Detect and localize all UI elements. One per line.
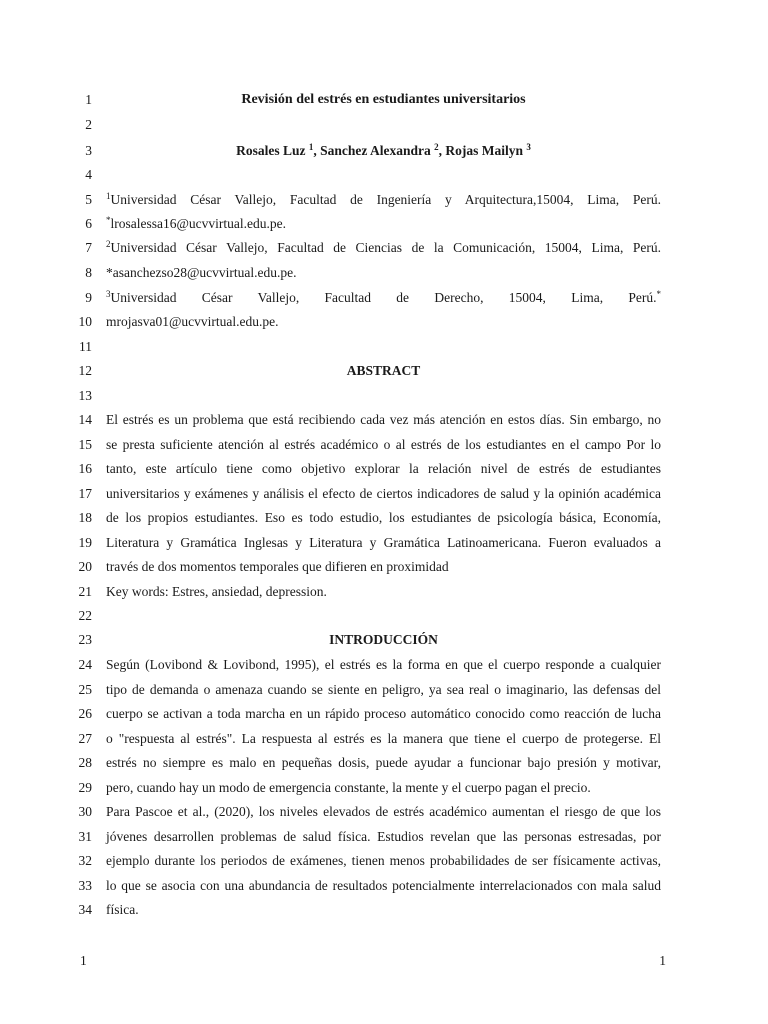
manuscript-line — [0, 286, 768, 310]
line-number: 8 — [85, 265, 92, 280]
affiliation: $^3$Universidad César Vallejo, Facultad de Derecho, 15004, Lima, Perú.* — [106, 289, 661, 305]
line-number: 19 — [78, 535, 92, 550]
abstract-heading: ABSTRACT — [346, 363, 421, 378]
introduction-heading: INTRODUCCIÓN — [329, 632, 438, 647]
line-number: 9 — [85, 290, 92, 305]
manuscript-line — [0, 604, 768, 628]
line-number: 31 — [78, 829, 92, 844]
introduction-text-line: Según (Lovibond & Lovibond, 1995), el estrés es la forma en que el cuerpo responde a cualquier — [106, 657, 661, 672]
abstract-text-line: través de dos momentos temporales que difieren en proximidad — [106, 559, 449, 574]
manuscript-line — [0, 457, 768, 481]
line-number: 25 — [78, 682, 92, 697]
manuscript-line — [0, 212, 768, 236]
introduction-text-line: lo que se asocia con una abundancia de resultados potencialmente interrelacionados con mala salud — [106, 878, 661, 893]
manuscript-line — [0, 628, 768, 652]
introduction-text-line: cuerpo se activan a toda marcha en un rápido proceso automático conocido como reacción de lucha — [106, 706, 661, 721]
manuscript-line — [0, 776, 768, 800]
affiliation-mark: 1 — [106, 191, 111, 201]
manuscript-line — [0, 800, 768, 824]
line-number: 30 — [78, 804, 92, 819]
manuscript-line — [0, 433, 768, 457]
introduction-text-line: ejemplo durante los periodos de exámenes, tienen menos probabilidades de ser físicamente activas, — [106, 853, 661, 868]
manuscript-line — [0, 88, 768, 112]
manuscript-line — [0, 580, 768, 604]
line-number: 5 — [85, 192, 92, 207]
author-affiliation-mark: 3 — [526, 142, 531, 152]
manuscript-line — [0, 310, 768, 334]
corresponding-mark: * — [656, 289, 661, 299]
manuscript-line — [0, 751, 768, 775]
footer-page-number-right: 1 — [659, 953, 666, 968]
line-number: 32 — [78, 853, 92, 868]
abstract-text-line: universitarios y exámenes y análisis el efecto de ciertos indicadores de salud y la opinión académica — [106, 486, 661, 501]
introduction-text-line: tipo de demanda o amenaza cuando se siente en peligro, ya sea real o imaginario, las defensas del — [106, 682, 661, 697]
manuscript-line — [0, 335, 768, 359]
paper-title: Revisión del estrés en estudiantes universitarios — [241, 92, 526, 107]
author-name: , Sanchez Alexandra — [313, 143, 435, 158]
introduction-text-line: física. — [106, 902, 139, 917]
manuscript-line — [0, 874, 768, 898]
manuscript-line — [0, 188, 768, 212]
line-number: 10 — [78, 314, 92, 329]
affiliation-mark: 3 — [106, 289, 111, 299]
author-affiliation-mark: 1 — [308, 142, 314, 152]
affiliation: $^2$Universidad César Vallejo, Facultad de Ciencias de la Comunicación, 15004, Lima, Perú. — [106, 239, 661, 255]
manuscript-line — [0, 506, 768, 530]
line-number: 12 — [78, 363, 92, 378]
abstract-text-line: El estrés es un problema que está recibiendo cada vez más atención en estos días. Sin embargo, no — [106, 412, 661, 427]
author-name: , Rojas Mailyn — [438, 143, 527, 158]
manuscript-line — [0, 261, 768, 285]
affiliation-email: mrojasva01@ucvvirtual.edu.pe. — [106, 314, 279, 329]
line-number: 7 — [85, 240, 92, 255]
abstract-text-line: tanto, este artículo tiene como objetivo explorar la relación nivel de estrés de estudiantes — [106, 461, 661, 476]
author-affiliation-mark: 2 — [434, 142, 439, 152]
introduction-text-line: Para Pascoe et al., (2020), los niveles elevados de estrés académico aumentan el riesgo de que los — [106, 804, 661, 819]
affiliation: $^1$Universidad César Vallejo, Facultad de Ingeniería y Arquitectura,15004, Lima, Perú. — [106, 191, 661, 207]
introduction-text-line: o "respuesta al estrés". La respuesta al estrés es la manera que tiene el cuerpo de protegerse. El — [106, 731, 661, 746]
introduction-text-line: pero, cuando hay un modo de emergencia constante, la mente y el cuerpo pagan el precio. — [106, 780, 591, 795]
line-number: 28 — [78, 755, 92, 770]
line-number: 21 — [78, 584, 92, 599]
manuscript-line — [0, 555, 768, 579]
line-number: 11 — [79, 339, 92, 354]
line-number: 13 — [78, 388, 92, 403]
line-number: 4 — [85, 167, 92, 182]
line-number: 23 — [78, 632, 92, 647]
manuscript-line — [0, 825, 768, 849]
line-number: 26 — [78, 706, 92, 721]
keywords: Key words: Estres, ansiedad, depression. — [106, 584, 327, 599]
line-number: 6 — [85, 216, 92, 231]
footer-page-number-left: 1 — [80, 953, 87, 968]
line-number: 14 — [78, 412, 92, 427]
line-number: 29 — [78, 780, 92, 795]
affiliation-email: *lrosalessa16@ucvvirtual.edu.pe. — [106, 215, 287, 231]
line-number: 15 — [78, 437, 92, 452]
manuscript-line — [0, 482, 768, 506]
manuscript-line — [0, 727, 768, 751]
line-number: 2 — [85, 117, 92, 132]
manuscript-line — [0, 359, 768, 383]
affiliation-mark: 2 — [106, 239, 111, 249]
line-number: 18 — [78, 510, 92, 525]
line-number: 20 — [78, 559, 92, 574]
manuscript-line — [0, 384, 768, 408]
manuscript-line — [0, 678, 768, 702]
abstract-text-line: de los propios estudiantes. Eso es todo estudio, los estudiantes de psicología básica, Economía, — [106, 510, 661, 525]
manuscript-line — [0, 163, 768, 187]
line-number: 22 — [78, 608, 92, 623]
manuscript-line — [0, 849, 768, 873]
manuscript-line — [0, 653, 768, 677]
manuscript-line — [0, 531, 768, 555]
manuscript-line — [0, 898, 768, 922]
corresponding-mark: * — [106, 215, 111, 225]
manuscript-line — [0, 113, 768, 137]
abstract-text-line: se presta suficiente atención al estrés académico o al estrés de los estudiantes en el campo Por lo — [106, 437, 661, 452]
introduction-text-line: jóvenes desarrollen problemas de salud física. Estudios revelan que las personas estresadas, por — [106, 829, 661, 844]
introduction-text-line: estrés no siempre es malo en pequeñas dosis, puede ayudar a funcionar bajo presión y motivar, — [106, 755, 661, 770]
manuscript-line — [0, 139, 768, 163]
line-number: 33 — [78, 878, 92, 893]
line-number: 24 — [78, 657, 92, 672]
abstract-text-line: Literatura y Gramática Inglesas y Literatura y Gramática Latinoamericana. Fueron evaluados a — [106, 535, 661, 550]
line-number: 17 — [78, 486, 92, 501]
line-number: 1 — [85, 92, 92, 107]
author-name: Rosales Luz — [236, 143, 309, 158]
author-list — [106, 139, 661, 163]
line-number: 27 — [78, 731, 92, 746]
line-number: 34 — [78, 902, 92, 917]
line-number: 16 — [78, 461, 92, 476]
manuscript-line — [0, 236, 768, 260]
manuscript-line — [0, 702, 768, 726]
line-number: 3 — [85, 143, 92, 158]
manuscript-line — [0, 408, 768, 432]
affiliation-email: *asanchezso28@ucvvirtual.edu.pe. — [106, 265, 297, 280]
